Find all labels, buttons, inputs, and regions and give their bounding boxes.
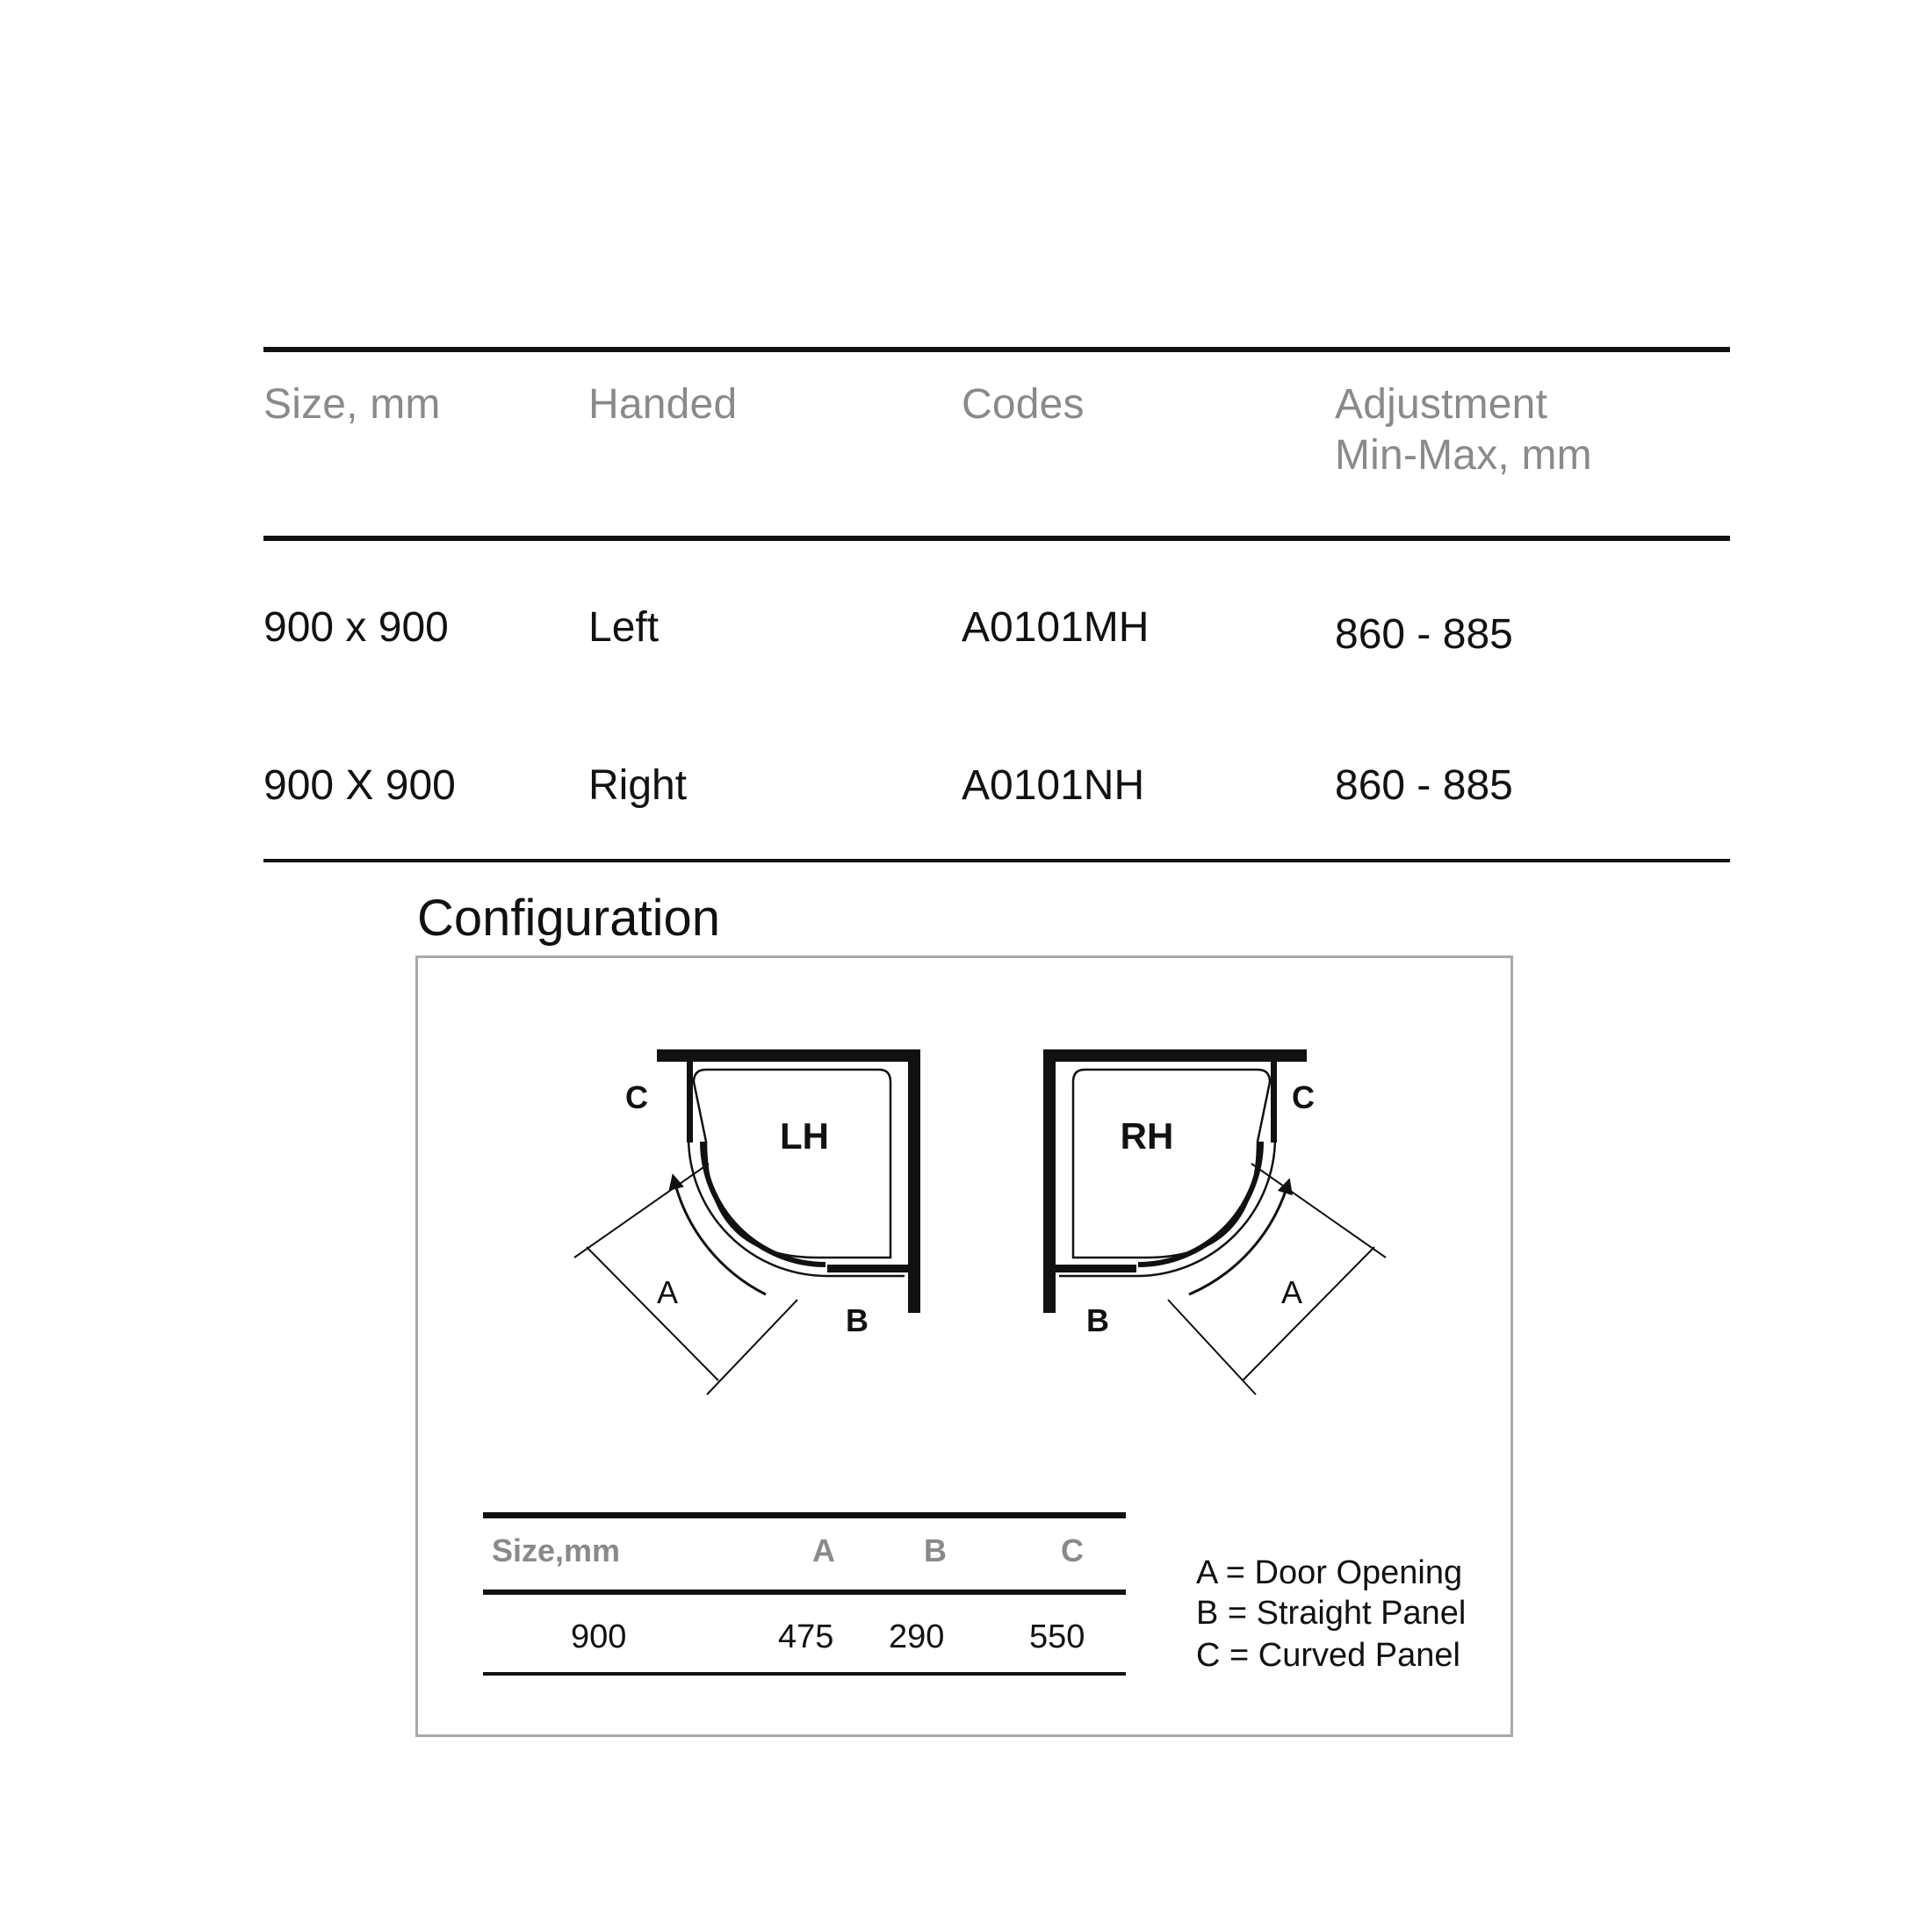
rh-straight-panel (1054, 1265, 1136, 1272)
rh-dimension-extension-1 (1251, 1164, 1386, 1258)
dims-header-a: A (812, 1532, 835, 1568)
row2-code: A0101NH (962, 762, 1145, 809)
dims-header-size: Size,mm (492, 1532, 621, 1568)
header-adjustment: Adjustment (1335, 381, 1548, 428)
dims-header-c: C (1061, 1532, 1084, 1568)
row2-size: 900 X 900 (263, 762, 456, 809)
rh-back-wall (1043, 1049, 1307, 1062)
lh-label-c: C (625, 1079, 648, 1115)
lh-label-b: B (846, 1302, 869, 1338)
rh-label-c: C (1292, 1079, 1315, 1115)
header-codes: Codes (962, 381, 1085, 428)
legend-door-opening: A = Door Opening (1196, 1554, 1463, 1591)
row1-size: 900 x 900 (263, 604, 449, 651)
rh-side-wall (1043, 1049, 1056, 1313)
row2-adjustment: 860 - 885 (1335, 762, 1513, 809)
rh-label-b: B (1086, 1302, 1109, 1338)
lh-side-wall (908, 1049, 920, 1313)
rh-curved-panel (1138, 1142, 1261, 1265)
lh-dimension-extension-2 (707, 1300, 797, 1395)
dims-bottom-rule (483, 1672, 1126, 1676)
dims-top-rule (483, 1512, 1126, 1518)
header-size: Size, mm (263, 381, 441, 428)
lh-label-a: A (656, 1274, 679, 1310)
rh-label-a: A (1280, 1274, 1303, 1310)
lh-back-wall (657, 1049, 920, 1062)
dims-value-b: 290 (889, 1618, 945, 1655)
row1-adjustment: 860 - 885 (1335, 611, 1513, 658)
row1-handed: Left (588, 604, 660, 651)
rh-dimension-line (1243, 1247, 1374, 1381)
dims-header-rule (483, 1590, 1126, 1595)
dims-value-size: 900 (571, 1618, 627, 1655)
lh-dimension-line (587, 1247, 718, 1381)
lh-curved-panel (703, 1142, 825, 1265)
rh-label: RH (1120, 1115, 1174, 1157)
row2-handed: Right (588, 762, 688, 809)
dims-header-b: B (924, 1532, 947, 1568)
header-adjustment-unit: Min-Max, mm (1335, 432, 1592, 479)
lh-curved-outline (688, 1063, 905, 1276)
legend-curved-panel: C = Curved Panel (1196, 1637, 1460, 1674)
configuration-title: Configuration (417, 890, 720, 947)
dims-value-a: 475 (778, 1618, 834, 1655)
rh-curved-outline (1059, 1063, 1275, 1276)
dims-value-c: 550 (1029, 1618, 1085, 1655)
header-handed: Handed (588, 381, 738, 428)
lh-label: LH (780, 1115, 829, 1157)
legend-straight-panel: B = Straight Panel (1196, 1595, 1467, 1632)
row1-code: A0101MH (962, 604, 1150, 651)
rh-enclosure-diagram (1043, 1049, 1386, 1395)
lh-dimension-extension-1 (574, 1164, 709, 1258)
rh-door-arrow (1189, 1186, 1287, 1294)
lh-straight-panel (827, 1265, 910, 1272)
